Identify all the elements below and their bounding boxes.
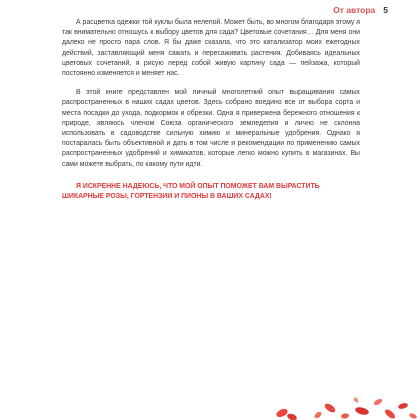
- paragraph-1: А расцветка одежки той куклы была нелепой. Может быть, во многом благодаря этому я так внимательно отношусь к выбору цветов для сада? Цветовые сочетания… Для меня они далеко не просто пара слов. Я бы даже сказала, что это катализатор моих ежегодных действий, заставляющий меня сажать и пересаживать растения. Добиваясь идеальных цветовых сочетаний, я рисую перед собой живую картину сада — пейзажа, который постоянно изменяется и меняет нас.: [62, 19, 360, 78]
- petal-5: [341, 413, 350, 419]
- petal-1: [275, 407, 289, 418]
- section-title: От автора: [333, 5, 376, 15]
- petal-6: [354, 406, 369, 416]
- petal-11: [353, 397, 360, 404]
- petal-3: [313, 411, 322, 420]
- petal-2: [286, 412, 297, 420]
- petal-7: [373, 398, 383, 407]
- highlight-quote: Я ИСКРЕННЕ НАДЕЮСЬ, ЧТО МОЙ ОПЫТ ПОМОЖЕТ ВАМ ВЫРАСТИТЬ ШИКАРНЫЕ РОЗЫ, ГОРТЕНЗИИ И ПИОНЫ В ВАШИХ САДАХ!: [62, 182, 320, 201]
- petal-10: [408, 412, 417, 419]
- petal-8: [383, 408, 396, 420]
- page-number: 5: [383, 5, 388, 15]
- paragraph-2: В этой книге представлен мой личный многолетний опыт выращивания самых распространенных в наших садах цветов. Здесь собрано воедино все от выбора сорта и места посадки до ухода, подкормок и обрезки. Одна я привержена бережного отношения к природе, являюсь членом Союза органического земледелия и лично не склонна использовать в садоводстве сильную химию и минеральные удобрения. Однако я постаралась быть объективной и дать в том числе и рекомендации по применению самых распространенных удобрений и химикатов, которые легко можно купить в магазинах. Вы сами можете выбрать, по какому пути идти.: [62, 89, 360, 168]
- petal-9: [397, 402, 408, 410]
- rose-petals-decoration: [270, 380, 420, 420]
- petal-4: [323, 402, 337, 414]
- running-header: [333, 5, 388, 15]
- page-body: [62, 18, 360, 202]
